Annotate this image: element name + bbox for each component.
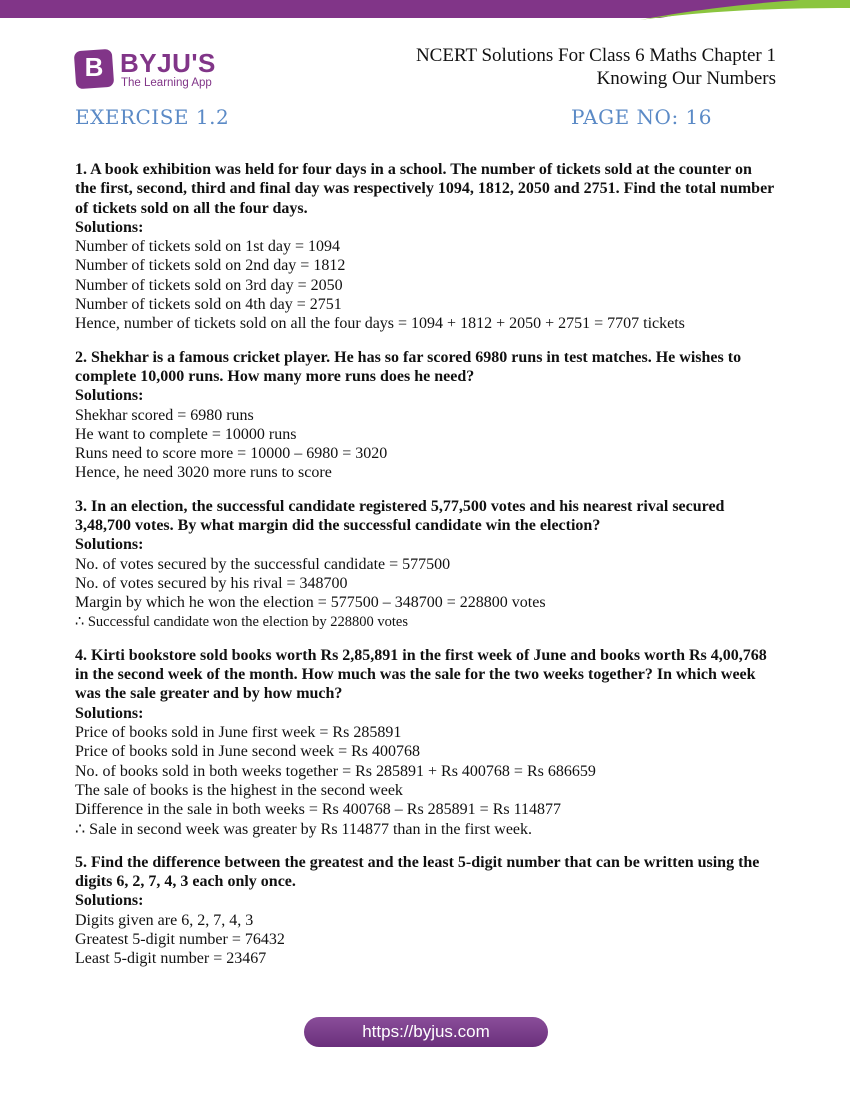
- solution-line: Number of tickets sold on 2nd day = 1812: [75, 257, 346, 275]
- byjus-logo: [75, 48, 225, 94]
- solution-line: Margin by which he won the election = 577500 – 348700 = 228800 votes: [75, 594, 546, 612]
- question-text: 3. In an election, the successful candidate registered 5,77,500 votes and his nearest rival secured 3,48,700 votes. By what margin did the successful candidate win the election?: [75, 497, 725, 535]
- page-number: PAGE NO: 16: [571, 105, 712, 129]
- solution-line: Hence, he need 3020 more runs to score: [75, 464, 332, 482]
- question-3: [75, 497, 775, 632]
- solutions-label: Solutions:: [75, 387, 144, 405]
- logo-mark-letter: B: [84, 52, 104, 82]
- solution-line: He want to complete = 10000 runs: [75, 425, 297, 443]
- solution-conclusion: ∴ Successful candidate won the election by 228800 votes: [75, 613, 408, 630]
- header-line-1: NCERT Solutions For Class 6 Maths Chapter 1: [415, 45, 776, 66]
- solution-line: Runs need to score more = 10000 – 6980 = 3020: [75, 445, 388, 463]
- exercise-title: EXERCISE 1.2: [75, 105, 230, 129]
- solution-line: Price of books sold in June first week = Rs 285891: [75, 724, 402, 742]
- solution-line: Least 5-digit number = 23467: [75, 950, 267, 968]
- solution-line: Hence, number of tickets sold on all the four days = 1094 + 1812 + 2050 + 2751 = 7707 tickets: [75, 315, 685, 333]
- solution-line: Number of tickets sold on 1st day = 1094: [75, 238, 340, 256]
- solution-line: Greatest 5-digit number = 76432: [75, 930, 285, 948]
- solution-line: No. of votes secured by the successful candidate = 577500: [75, 555, 451, 573]
- question-4: [75, 646, 775, 839]
- solution-line: Price of books sold in June second week = Rs 400768: [75, 743, 420, 761]
- question-1: [75, 160, 775, 334]
- question-2: [75, 348, 775, 483]
- question-text: 1. A book exhibition was held for four days in a school. The number of tickets sold at the counter on the first, second, third and final day was respectively 1094, 1812, 2050 and 2751. Find the total number of tickets sold on all the four days.: [75, 161, 774, 217]
- question-text: 2. Shekhar is a famous cricket player. He has so far scored 6980 runs in test matches. He wishes to complete 10,000 runs. How many more runs does he need?: [75, 348, 742, 385]
- solution-line: No. of votes secured by his rival = 348700: [75, 574, 348, 592]
- top-decorative-bar: [0, 0, 850, 22]
- footer-link[interactable]: [304, 1017, 548, 1047]
- solution-line: Shekhar scored = 6980 runs: [75, 406, 254, 424]
- solution-line: The sale of books is the highest in the second week: [75, 781, 403, 799]
- logo-tagline: The Learning App: [121, 77, 212, 89]
- document-header: [416, 44, 776, 90]
- solution-line: Number of tickets sold on 4th day = 2751: [75, 296, 342, 314]
- solution-conclusion: ∴ Sale in second week was greater by Rs 114877 than in the first week.: [75, 820, 533, 838]
- header-line-2: Knowing Our Numbers: [596, 68, 776, 89]
- logo-name: BYJU'S: [120, 48, 216, 78]
- question-text: 4. Kirti bookstore sold books worth Rs 2,85,891 in the first week of June and books worth Rs 4,00,768 in the second week of the month. How much was the sale for the two weeks together? In which week was the sale greater and by how much?: [75, 646, 767, 703]
- questions-list: [75, 160, 775, 983]
- solutions-label: Solutions:: [75, 704, 144, 722]
- solutions-label: Solutions:: [75, 218, 144, 236]
- footer-url[interactable]: https://byjus.com: [362, 1022, 490, 1041]
- solution-line: Number of tickets sold on 3rd day = 2050: [75, 276, 343, 294]
- exercise-row: [75, 105, 712, 131]
- question-text: 5. Find the difference between the greatest and the least 5-digit number that can be written using the digits 6, 2, 7, 4, 3 each only once.: [75, 853, 760, 891]
- solution-line: Digits given are 6, 2, 7, 4, 3: [75, 911, 254, 929]
- question-5: [75, 853, 775, 969]
- solutions-label: Solutions:: [75, 536, 144, 554]
- solutions-label: Solutions:: [75, 892, 144, 910]
- solution-line: No. of books sold in both weeks together = Rs 285891 + Rs 400768 = Rs 686659: [75, 762, 596, 780]
- solution-line: Difference in the sale in both weeks = Rs 400768 – Rs 285891 = Rs 114877: [75, 801, 561, 819]
